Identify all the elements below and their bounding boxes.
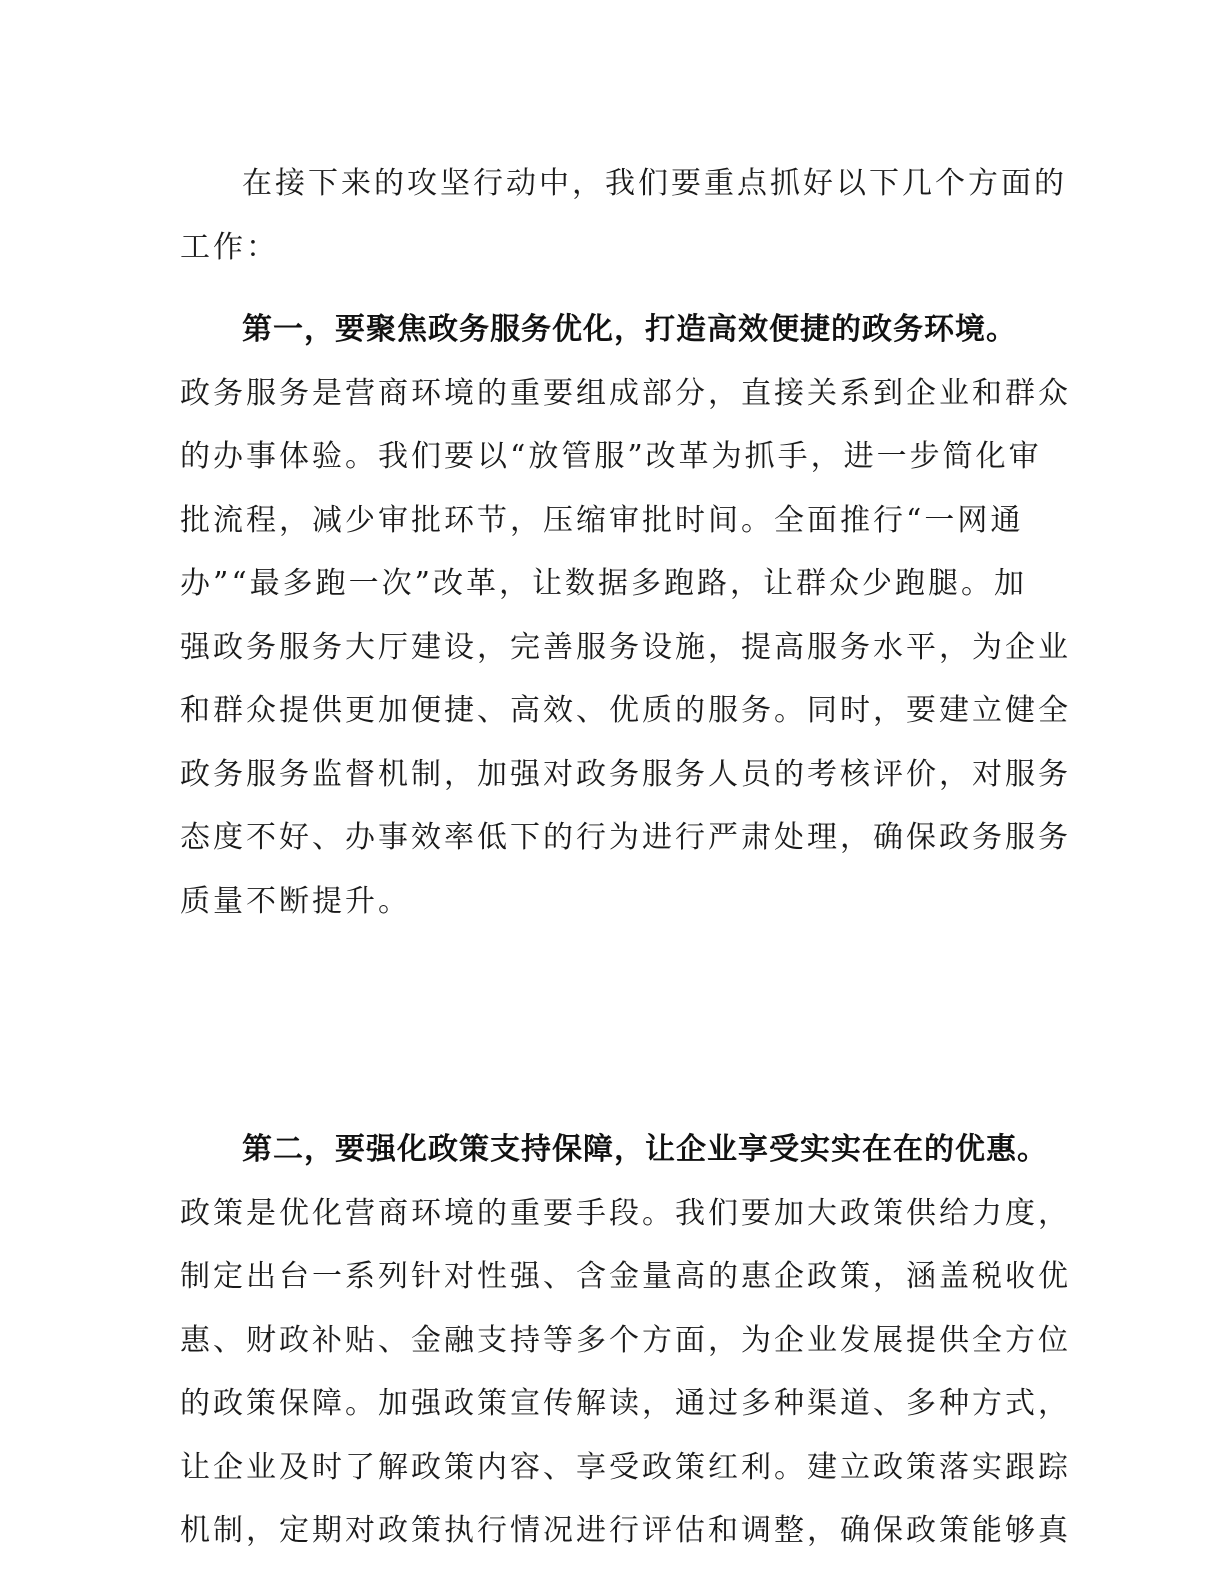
section-two-heading: 第二，要强化政策支持保障，让企业享受实实在在的优惠。	[242, 1132, 1048, 1167]
paragraph-line: 惠、财政补贴、金融支持等多个方面，为企业发展提供全方位	[180, 1322, 1071, 1358]
paragraph-line: 质量不断提升。	[180, 883, 411, 919]
paragraph-line: 办”“最多跑一次”改革，让数据多跑路，让群众少跑腿。加	[180, 566, 1028, 601]
paragraph-line: 政务服务是营商环境的重要组成部分，直接关系到企业和群众	[180, 375, 1071, 411]
paragraph-line: 工作：	[180, 229, 279, 265]
paragraph-line: 机制，定期对政策执行情况进行评估和调整，确保政策能够真	[180, 1513, 1071, 1548]
section-two-paragraph	[180, 1118, 1071, 1563]
paragraph-line: 让企业及时了解政策内容、享受政策红利。建立政策落实跟踪	[180, 1449, 1071, 1485]
paragraph-line: 制定出台一系列针对性强、含金量高的惠企政策，涵盖税收优	[180, 1259, 1071, 1294]
intro-paragraph	[180, 152, 1067, 279]
paragraph-line: 态度不好、办事效率低下的行为进行严肃处理，确保政务服务	[180, 820, 1071, 855]
paragraph-line: 强政务服务大厅建设，完善服务设施，提高服务水平，为企业	[180, 629, 1071, 665]
section-one-paragraph	[180, 298, 1071, 933]
paragraph-line: 在接下来的攻坚行动中，我们要重点抓好以下几个方面的	[242, 166, 1067, 201]
paragraph-line: 政策是优化营商环境的重要手段。我们要加大政策供给力度，	[180, 1195, 1071, 1231]
section-one-heading: 第一，要聚焦政务服务优化，打造高效便捷的政务环境。	[242, 312, 1017, 347]
paragraph-line: 政务服务监督机制，加强对政务服务人员的考核评价，对服务	[180, 756, 1071, 792]
paragraph-line: 的办事体验。我们要以“放管服”改革为抓手，进一步简化审	[180, 439, 1042, 474]
paragraph-line: 和群众提供更加便捷、高效、优质的服务。同时，要建立健全	[180, 693, 1071, 728]
paragraph-line: 的政策保障。加强政策宣传解读，通过多种渠道、多种方式，	[180, 1386, 1071, 1421]
paragraph-line: 批流程，减少审批环节，压缩审批时间。全面推行“一网通	[180, 502, 1024, 538]
